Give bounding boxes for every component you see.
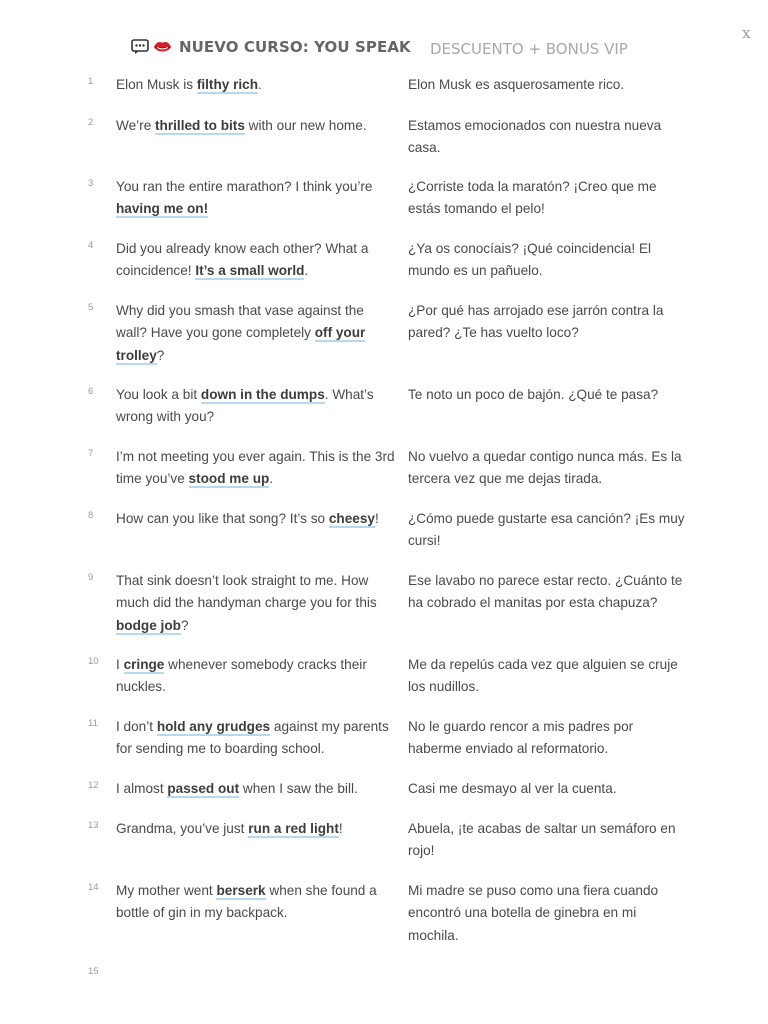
chat-bubble-icon <box>131 39 149 55</box>
idiom-highlight: bodge job <box>116 617 181 633</box>
english-sentence: Elon Musk is filthy rich. <box>116 77 262 92</box>
english-sentence: My mother went berserk when she found a bottle of gin in my backpack. <box>116 883 377 921</box>
idiom-highlight: It’s a small world <box>195 263 305 279</box>
spanish-translation: No le guardo rencor a mis padres por haberme enviado al reformatorio. <box>408 719 634 757</box>
row-number: 11 <box>88 718 98 729</box>
spanish-translation: Mi madre se puso como una fiera cuando encontró una botella de ginebra en mi mochila. <box>408 883 659 943</box>
idiom-highlight: cringe <box>123 657 165 672</box>
spanish-translation: ¿Cómo puede gustarte esa canción? ¡Es muy cursi! <box>408 511 685 549</box>
english-sentence: I’m not meeting you ever again. This is the 3rd time you’ve stood me up. <box>116 449 395 487</box>
english-sentence: Why did you smash that vase against the wall? Have you gone completely off your trolley? <box>116 303 366 363</box>
idiom-highlight: berserk <box>216 883 266 898</box>
english-sentence: I don’t hold any grudges against my parents for sending me to boarding school. <box>116 719 389 757</box>
english-sentence: We’re thrilled to bits with our new home. <box>116 118 367 133</box>
row-number: 5 <box>88 302 94 313</box>
spanish-translation: Elon Musk es asquerosamente rico. <box>408 77 625 92</box>
spanish-translation: Abuela, ¡te acabas de saltar un semáforo en rojo! <box>408 821 676 859</box>
banner-title[interactable]: NUEVO CURSO: YOU SPEAK <box>179 38 411 56</box>
english-sentence: Did you already know each other? What a coincidence! It’s a small world. <box>116 241 369 279</box>
row-number: 13 <box>88 820 99 831</box>
close-icon[interactable]: x <box>742 24 751 42</box>
idiom-highlight: passed out <box>167 781 240 796</box>
spanish-translation: Ese lavabo no parece estar recto. ¿Cuánto te ha cobrado el manitas por esta chapuza? <box>408 573 683 611</box>
banner-promo-link[interactable]: DESCUENTO + BONUS VIP <box>430 40 628 58</box>
row-number: 2 <box>88 117 94 128</box>
spanish-translation: Me da repelús cada vez que alguien se cruje los nudillos. <box>408 657 678 695</box>
row-number: 1 <box>88 76 94 87</box>
row-number: 15 <box>88 966 99 977</box>
row-number: 6 <box>88 386 94 397</box>
row-number: 10 <box>88 656 99 667</box>
idiom-highlight: hold any grudges <box>156 719 271 734</box>
row-number: 3 <box>88 178 94 189</box>
idiom-highlight: filthy rich <box>196 77 259 92</box>
idiom-highlight: run a red light <box>248 821 339 836</box>
spanish-translation: ¿Ya os conocíais? ¡Qué coincidencia! El mundo es un pañuelo. <box>408 241 652 279</box>
spanish-translation: Te noto un poco de bajón. ¿Qué te pasa? <box>408 387 659 402</box>
spanish-translation: ¿Por qué has arrojado ese jarrón contra la pared? ¿Te has vuelto loco? <box>408 303 664 341</box>
promo-banner[interactable] <box>0 36 768 62</box>
english-sentence: I cringe whenever somebody cracks their nuckles. <box>116 657 367 695</box>
lips-icon <box>153 40 172 54</box>
english-sentence: That sink doesn’t look straight to me. How much did the handyman charge you for this bodge job? <box>116 573 377 633</box>
row-number: 14 <box>88 882 99 893</box>
row-number: 7 <box>88 448 94 459</box>
row-number: 8 <box>88 510 94 521</box>
english-sentence: Grandma, you’ve just run a red light! <box>116 821 343 836</box>
idiom-highlight: having me on! <box>116 201 209 217</box>
row-number: 4 <box>88 240 94 251</box>
idiom-highlight: down in the dumps <box>200 387 325 402</box>
english-sentence: How can you like that song? It’s so cheesy! <box>116 511 379 526</box>
idiom-highlight: stood me up <box>188 471 270 487</box>
banner-course-link[interactable] <box>131 38 411 56</box>
english-sentence: You look a bit down in the dumps. What’s wrong with you? <box>116 387 374 425</box>
row-number: 12 <box>88 780 99 791</box>
spanish-translation: ¿Corriste toda la maratón? ¡Creo que me estás tomando el pelo! <box>408 179 657 217</box>
idiom-highlight: cheesy <box>328 511 375 526</box>
idiom-highlight: thrilled to bits <box>155 118 245 133</box>
english-sentence: I almost passed out when I saw the bill. <box>116 781 358 796</box>
spanish-translation: Casi me desmayo al ver la cuenta. <box>408 781 617 796</box>
row-number: 9 <box>88 572 94 583</box>
spanish-translation: Estamos emocionados con nuestra nueva casa. <box>408 118 662 156</box>
idiom-highlight: off your trolley <box>116 325 366 363</box>
english-sentence: You ran the entire marathon? I think you’re having me on! <box>116 179 373 217</box>
spanish-translation: No vuelvo a quedar contigo nunca más. Es la tercera vez que me dejas tirada. <box>408 449 682 487</box>
